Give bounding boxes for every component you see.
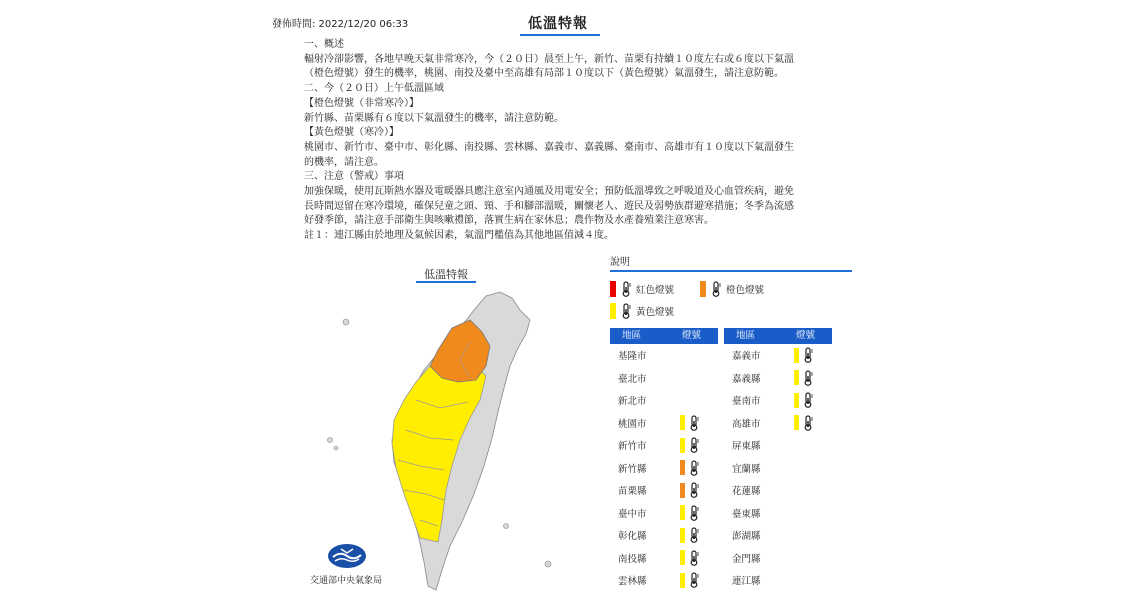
signal-bar-yellow bbox=[680, 438, 685, 453]
body-line: （橙色燈號）發生的機率，桃園、南投及臺中至高雄有局部１０度以下（黃色燈號）氣溫發生，請注意防範。 bbox=[304, 68, 784, 80]
table-row bbox=[610, 457, 718, 480]
thermometer-icon bbox=[710, 281, 722, 297]
signal-bar-yellow bbox=[794, 393, 799, 408]
signal-bar-yellow bbox=[794, 370, 799, 385]
table-row bbox=[610, 569, 718, 592]
thermometer-icon bbox=[620, 303, 632, 319]
body-line: 輻射冷卻影響，各地早晚天氣非常寒冷，今（２０日）晨至上午，新竹、苗栗有持續１０度左右或６度以下氣溫 bbox=[304, 53, 794, 65]
signal-bar-yellow bbox=[680, 415, 685, 430]
region-name: 屏東縣 bbox=[732, 441, 761, 453]
region-name: 桃園市 bbox=[618, 418, 647, 430]
orange-swatch bbox=[700, 281, 706, 297]
thermometer-icon bbox=[688, 460, 700, 476]
table-row bbox=[610, 412, 718, 435]
table-row bbox=[610, 367, 718, 390]
body-line: 加強保暖，使用瓦斯熱水器及電暖器具應注意室內通風及用電安全；預防低溫導致之呼吸道及心血管疾病，避免 bbox=[304, 186, 794, 198]
table-row bbox=[724, 389, 832, 412]
legend-item-yellow bbox=[610, 303, 674, 319]
table-row bbox=[610, 344, 718, 367]
yellow-signal-heading: 【黃色燈號（寒冷）】 bbox=[304, 127, 399, 139]
signal-bar-yellow bbox=[794, 415, 799, 430]
region-name: 嘉義市 bbox=[732, 351, 761, 363]
signal-cell bbox=[784, 415, 832, 431]
signal-bar-yellow bbox=[794, 348, 799, 363]
table-row bbox=[610, 502, 718, 525]
region-name: 臺中市 bbox=[618, 508, 647, 520]
yellow-swatch bbox=[610, 303, 616, 319]
report-header bbox=[272, 13, 852, 37]
column-header-signal: 燈號 bbox=[796, 330, 816, 341]
thermometer-icon bbox=[688, 505, 700, 521]
table-row bbox=[724, 344, 832, 367]
orange-signal-heading: 【橙色燈號（非常寒冷）】 bbox=[304, 97, 419, 109]
signal-cell bbox=[670, 550, 718, 566]
region-name: 雲林縣 bbox=[618, 576, 647, 588]
column-header-signal: 燈號 bbox=[682, 330, 702, 341]
signal-cell bbox=[670, 437, 718, 453]
thermometer-icon bbox=[802, 347, 814, 363]
map-island-lanyu bbox=[504, 524, 509, 529]
legend-row bbox=[610, 300, 852, 322]
table-row bbox=[724, 547, 832, 570]
issue-time: 發佈時間: 2022/12/20 06:33 bbox=[272, 19, 409, 30]
signal-cell bbox=[784, 347, 832, 363]
table-row bbox=[610, 547, 718, 570]
map-island-penghu bbox=[328, 438, 333, 443]
thermometer-icon bbox=[688, 572, 700, 588]
signal-bar-orange bbox=[680, 483, 685, 498]
body-line: 好發季節，請注意手部衛生與咳嗽禮節，落實生病在家休息；農作物及水產養殖業注意寒害。 bbox=[304, 215, 714, 227]
body-line: 新竹縣、苗栗縣有６度以下氣溫發生的機率，請注意防範。 bbox=[304, 112, 564, 124]
signal-cell bbox=[784, 392, 832, 408]
section-heading-precautions: 三、注意（警戒）事項 bbox=[304, 171, 404, 183]
legend-row bbox=[610, 278, 852, 300]
red-swatch bbox=[610, 281, 616, 297]
region-name: 新北市 bbox=[618, 396, 647, 408]
region-name: 金門縣 bbox=[732, 553, 761, 565]
thermometer-icon bbox=[802, 370, 814, 386]
region-name: 新竹市 bbox=[618, 441, 647, 453]
map-island-matsu bbox=[545, 561, 551, 567]
title-underline bbox=[520, 34, 600, 36]
map-title: 低溫特報 bbox=[424, 268, 468, 281]
table-row bbox=[610, 389, 718, 412]
signal-cell bbox=[670, 415, 718, 431]
legend-item-red bbox=[610, 281, 674, 297]
table-row bbox=[724, 367, 832, 390]
region-name: 苗栗縣 bbox=[618, 486, 647, 498]
region-name: 澎湖縣 bbox=[732, 531, 761, 543]
signal-bar-orange bbox=[680, 460, 685, 475]
table-row bbox=[724, 502, 832, 525]
agency-name: 交通部中央氣象局 bbox=[310, 576, 383, 586]
signal-cell bbox=[670, 460, 718, 476]
legend-title: 說明 bbox=[610, 257, 630, 268]
table-header bbox=[724, 328, 832, 344]
body-line: 桃園市、新竹市、臺中市、彰化縣、南投縣、雲林縣、嘉義市、嘉義縣、臺南市、高雄市有１０度以下氣溫發生 bbox=[304, 141, 794, 153]
report-body bbox=[304, 38, 824, 244]
thermometer-icon bbox=[688, 527, 700, 543]
cwb-logo-icon bbox=[327, 543, 367, 569]
map-island-kinmen bbox=[343, 319, 349, 325]
thermometer-icon bbox=[688, 437, 700, 453]
table-row bbox=[724, 524, 832, 547]
legend-label: 紅色燈號 bbox=[636, 285, 675, 296]
legend-underline bbox=[610, 270, 852, 272]
signal-bar-yellow bbox=[680, 505, 685, 520]
region-name: 花蓮縣 bbox=[732, 486, 761, 498]
region-name: 基隆市 bbox=[618, 351, 647, 363]
thermometer-icon bbox=[802, 392, 814, 408]
region-name: 宜蘭縣 bbox=[732, 463, 761, 475]
thermometer-icon bbox=[688, 482, 700, 498]
signal-cell bbox=[784, 370, 832, 386]
column-header-region: 地區 bbox=[736, 330, 756, 341]
table-row bbox=[610, 479, 718, 502]
table-row bbox=[610, 434, 718, 457]
column-header-region: 地區 bbox=[622, 330, 642, 341]
region-name: 嘉義縣 bbox=[732, 373, 761, 385]
table-row bbox=[724, 457, 832, 480]
map-title-underline bbox=[416, 281, 476, 283]
region-name: 臺東縣 bbox=[732, 508, 761, 520]
signal-bar-yellow bbox=[680, 528, 685, 543]
region-name: 臺北市 bbox=[618, 373, 647, 385]
map-island-penghu bbox=[334, 446, 338, 450]
table-row bbox=[724, 412, 832, 435]
table-row bbox=[724, 479, 832, 502]
legend bbox=[610, 256, 852, 322]
table-row bbox=[724, 434, 832, 457]
signal-bar-yellow bbox=[680, 550, 685, 565]
body-line: 的機率，請注意。 bbox=[304, 156, 384, 168]
legend-label: 橙色燈號 bbox=[726, 285, 765, 296]
region-name: 新竹縣 bbox=[618, 463, 647, 475]
table-header bbox=[610, 328, 718, 344]
page-title: 低溫特報 bbox=[528, 16, 588, 32]
region-name: 臺南市 bbox=[732, 396, 761, 408]
legend-item-orange bbox=[700, 281, 764, 297]
body-line: 長時間逗留在寒冷環境，確保兒童之頭、頸、手和腳部溫暖，關懷老人、遊民及弱勢族群避寒措施；冬季為流感 bbox=[304, 200, 794, 212]
region-name: 高雄市 bbox=[732, 418, 761, 430]
region-table-right bbox=[724, 328, 832, 592]
region-name: 連江縣 bbox=[732, 576, 761, 588]
signal-cell bbox=[670, 572, 718, 588]
region-name: 彰化縣 bbox=[618, 531, 647, 543]
legend-label: 黃色燈號 bbox=[636, 307, 675, 318]
signal-bar-yellow bbox=[680, 573, 685, 588]
region-name: 南投縣 bbox=[618, 553, 647, 565]
signal-cell bbox=[670, 505, 718, 521]
thermometer-icon bbox=[802, 415, 814, 431]
thermometer-icon bbox=[620, 281, 632, 297]
section-heading-areas: 二、今（２０日）上午低溫區域 bbox=[304, 83, 444, 95]
signal-cell bbox=[670, 527, 718, 543]
thermometer-icon bbox=[688, 415, 700, 431]
thermometer-icon bbox=[688, 550, 700, 566]
section-heading-overview: 一、概述 bbox=[304, 39, 344, 50]
footnote: 註１：連江縣由於地理及氣候因素，氣溫門檻值為其他地區值減４度。 bbox=[304, 230, 614, 242]
region-table-left bbox=[610, 328, 718, 592]
table-row bbox=[610, 524, 718, 547]
signal-cell bbox=[670, 482, 718, 498]
table-row bbox=[724, 569, 832, 592]
